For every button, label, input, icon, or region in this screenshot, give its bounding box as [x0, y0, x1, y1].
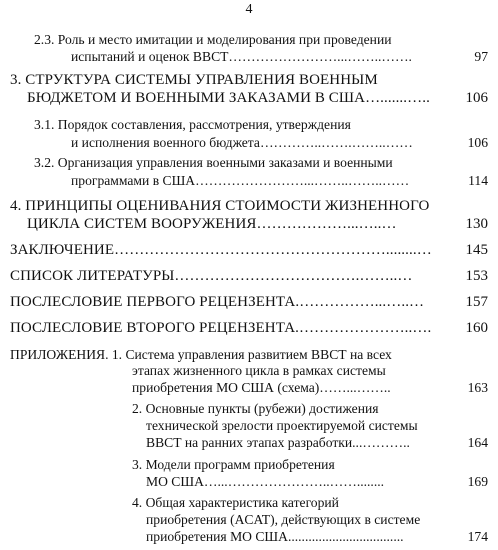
- toc-ch3-page: 106: [465, 90, 488, 106]
- toc-afterword-second-page: 160: [465, 320, 488, 336]
- toc-appendix-4-line1: 4. Общая характеристика категорий: [132, 495, 339, 510]
- toc-ch4-line1: 4. ПРИНЦИПЫ ОЦЕНИВАНИЯ СТОИМОСТИ ЖИЗНЕННОГО: [10, 198, 430, 214]
- toc-ch3-line1: 3. СТРУКТУРА СИСТЕМЫ УПРАВЛЕНИЯ ВОЕННЫМ: [10, 72, 378, 88]
- toc-appendix-2-line2: технической зрелости проектируемой системы: [146, 418, 418, 433]
- toc-appendix-3-line2: МО США…...…………………..……........: [146, 474, 385, 489]
- toc-2-3-page: 97: [474, 49, 488, 64]
- toc-3-1-line1: 3.1. Порядок составления, рассмотрения, утверждения: [34, 117, 351, 132]
- toc-ch4-page: 130: [465, 216, 488, 232]
- toc-afterword-second: ПОСЛЕСЛОВИЕ ВТОРОГО РЕЦЕНЗЕНТА.…………………..….: [10, 320, 432, 336]
- toc-appendix-3-page: 169: [467, 474, 488, 489]
- toc-conclusion: ЗАКЛЮЧЕНИЕ………………………………………………........…: [10, 242, 432, 258]
- toc-3-1-page: 106: [467, 135, 488, 150]
- toc-appendix-2-line3: ВВСТ на ранних этапах разработки...………..: [146, 435, 410, 450]
- toc-appendix-2-line1: 2. Основные пункты (рубежи) достижения: [132, 401, 379, 416]
- toc-3-2-line1: 3.2. Организация управления военными заказами и военными: [34, 155, 393, 170]
- toc-afterword-first: ПОСЛЕСЛОВИЕ ПЕРВОГО РЕЦЕНЗЕНТА.……………...…..…: [10, 294, 425, 310]
- toc-references-page: 153: [465, 268, 488, 284]
- toc-appendix-4-line2: приобретения (ACAT), действующих в системе: [146, 512, 421, 527]
- toc-appendix-4-page: 174: [467, 529, 488, 544]
- toc-appendix-1-page: 163: [467, 380, 488, 395]
- toc-2-3-line1: 2.3. Роль и место имитации и моделирования при проведении: [34, 32, 392, 47]
- toc-appendix-1-line3: приобретения МО США (схема)……...……..: [132, 380, 391, 395]
- toc-ch4-line2: ЦИКЛА СИСТЕМ ВООРУЖЕНИЯ………………...…..…: [27, 216, 397, 232]
- toc-conclusion-page: 145: [465, 242, 488, 258]
- page-number: 4: [245, 2, 253, 17]
- toc-3-2-page: 114: [468, 173, 488, 188]
- toc-3-2-line2: программами в США……………………...……..……..……: [71, 173, 410, 188]
- toc-appendix-2-page: 164: [467, 435, 488, 450]
- toc-appendix-1-line1: ПРИЛОЖЕНИЯ. 1. Система управления развитием ВВСТ на всех: [10, 347, 392, 362]
- toc-appendix-3-line1: 3. Модели программ приобретения: [132, 457, 335, 472]
- toc-appendix-4-line3: приобретения МО США..................................: [146, 529, 404, 544]
- toc-3-1-line2: и исполнения военного бюджета…………..…….……..……: [71, 135, 413, 150]
- toc-2-3-line2: испытаний и оценок ВВСТ……………………...……..…….: [71, 49, 412, 64]
- toc-afterword-first-page: 157: [465, 294, 488, 310]
- toc-ch3-line2: БЮДЖЕТОМ И ВОЕННЫМИ ЗАКАЗАМИ В США….......…..: [27, 90, 430, 106]
- toc-references: СПИСОК ЛИТЕРАТУРЫ……………………………….……..…: [10, 268, 413, 284]
- toc-appendix-1-line2: этапах жизненного цикла в рамках системы: [132, 363, 386, 378]
